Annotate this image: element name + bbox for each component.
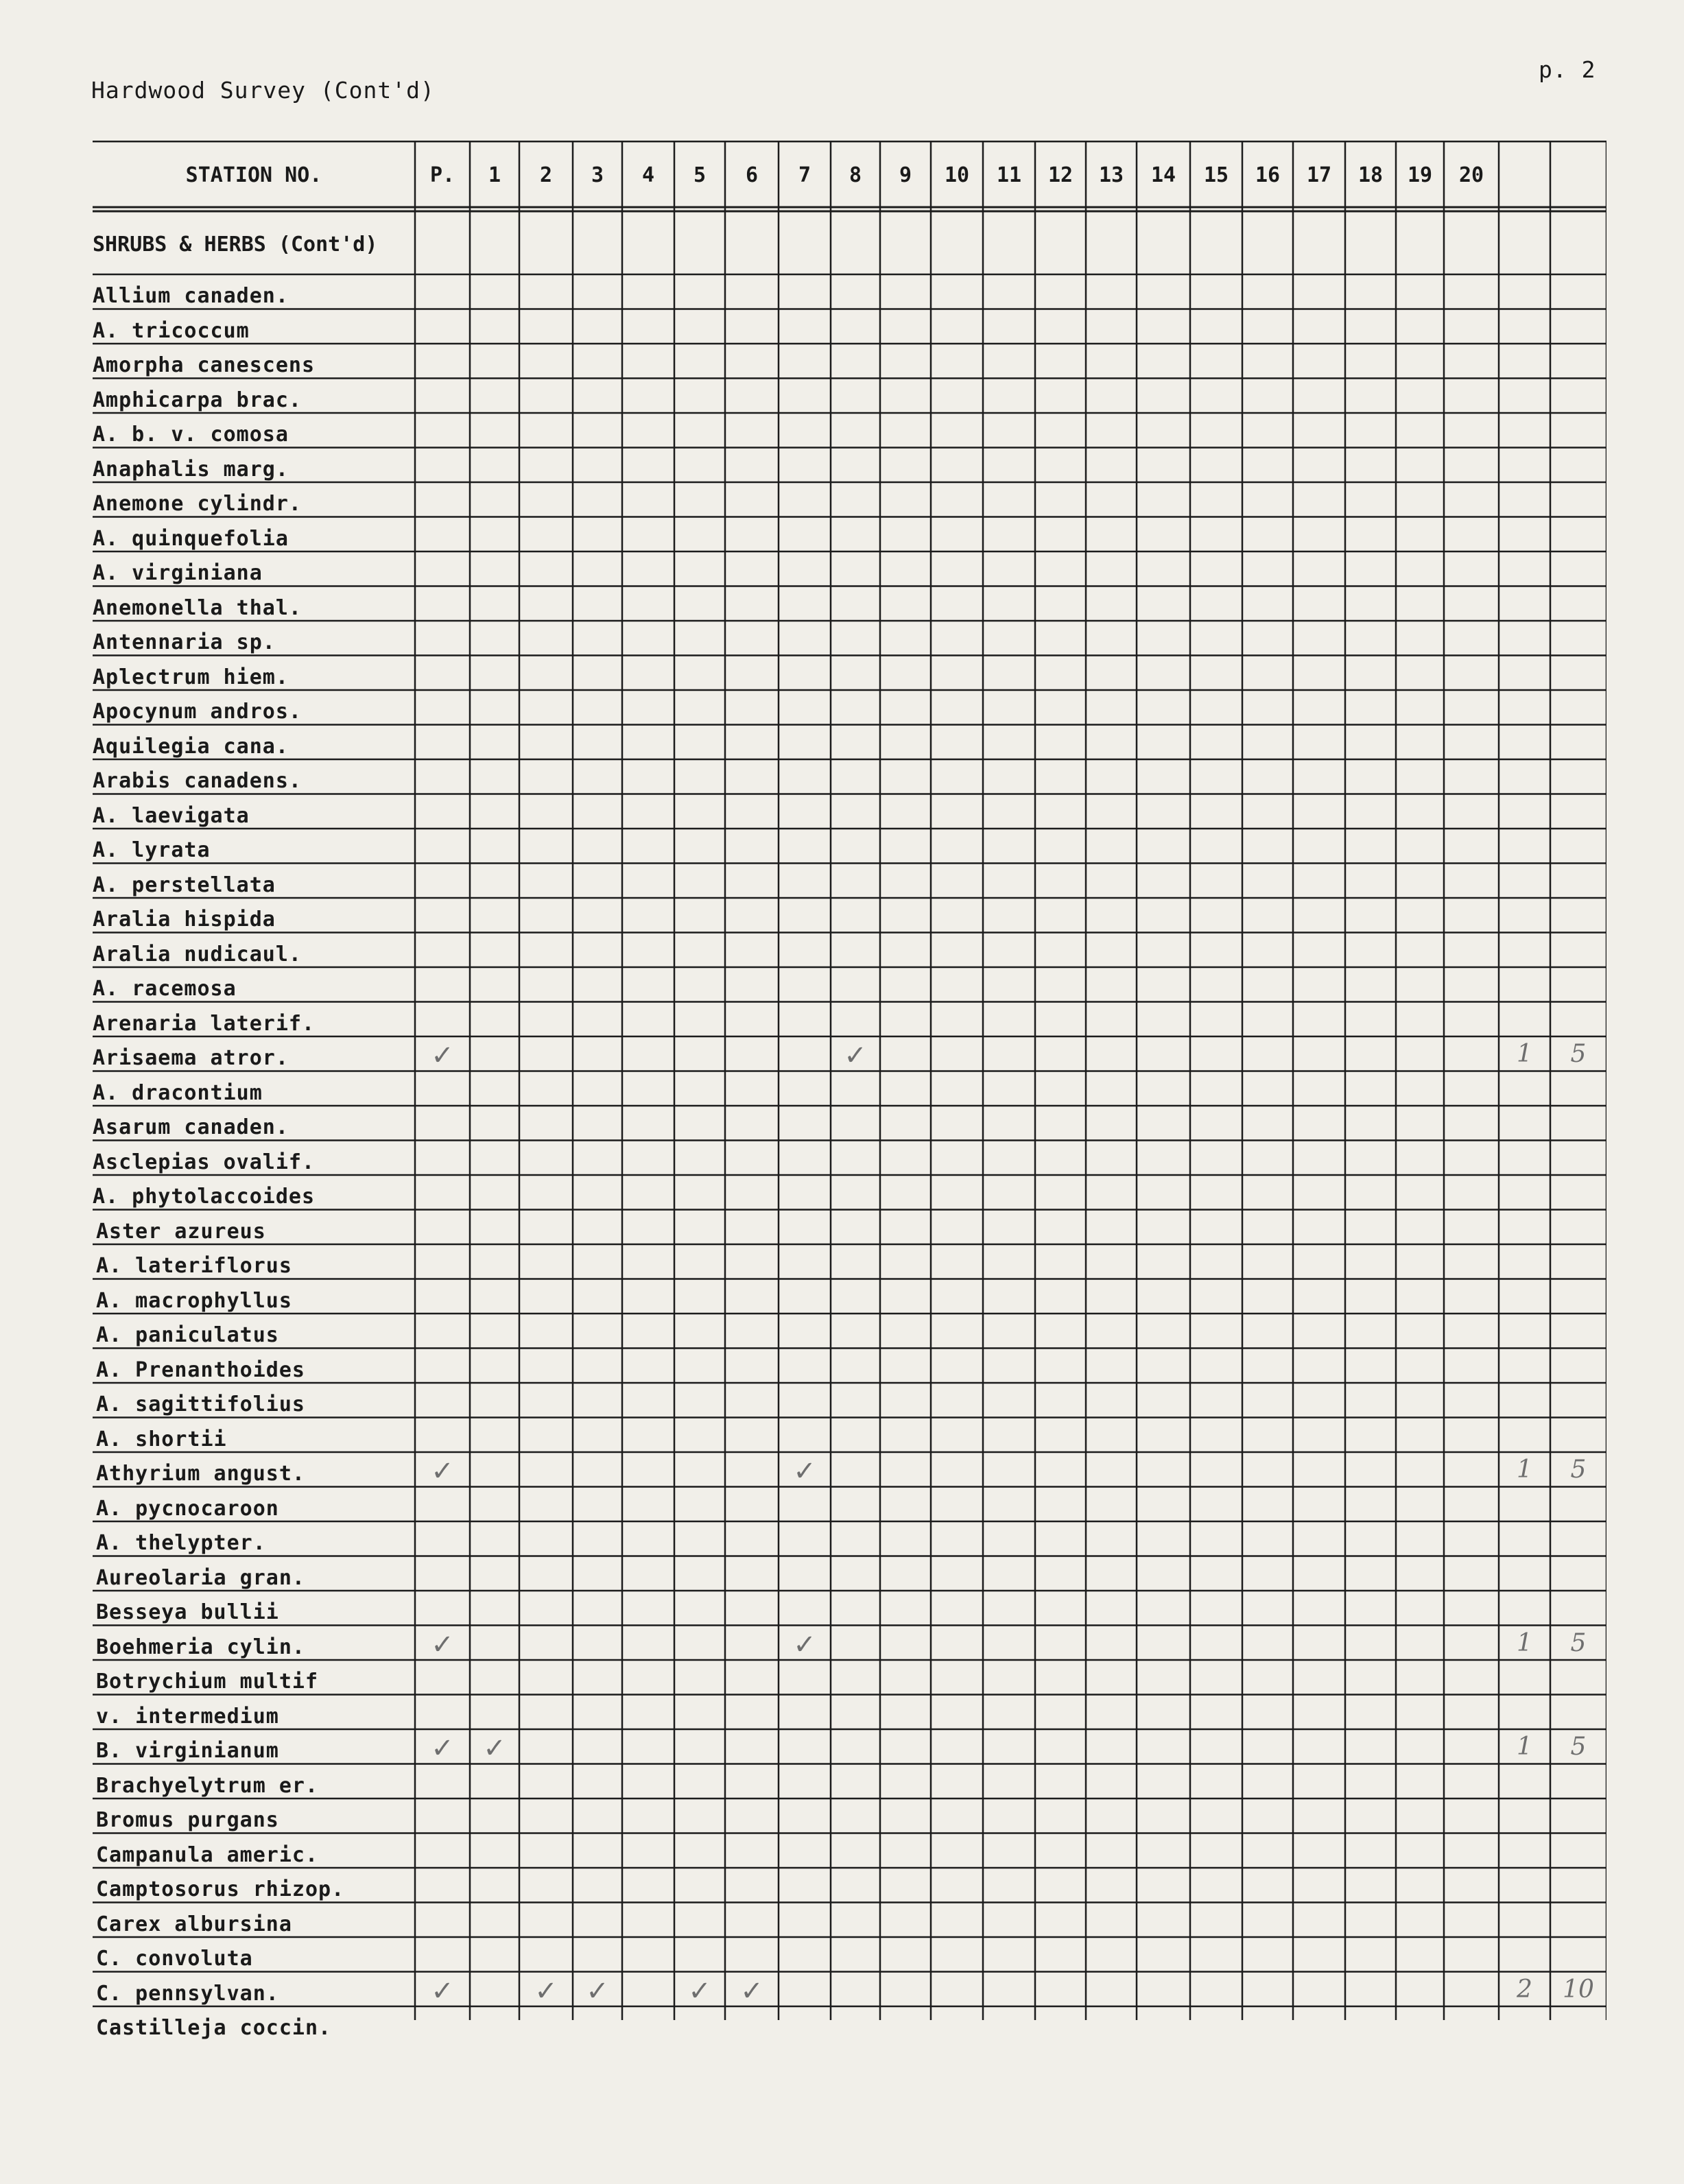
column-header-13: 13	[1098, 163, 1124, 187]
species-name: A. laevigata	[93, 803, 250, 828]
species-name: Aureolaria gran.	[96, 1565, 305, 1590]
column-header-P: P.	[429, 163, 455, 187]
tally-value: 1	[1517, 1733, 1532, 1761]
check-mark: ✓	[586, 1975, 609, 2007]
species-name: Asarum canaden.	[93, 1115, 289, 1139]
species-name: A. tricoccum	[93, 318, 250, 343]
species-name: A. thelypter.	[96, 1531, 266, 1555]
species-name: Castilleja coccin.	[96, 2016, 332, 2040]
species-name: Athyrium angust.	[96, 1462, 305, 1486]
species-name: A. paniculatus	[96, 1323, 279, 1347]
tally-value: 1	[1517, 1040, 1532, 1068]
check-mark: ✓	[431, 1628, 454, 1661]
column-header-15: 15	[1203, 163, 1229, 187]
species-name: Bromus purgans	[96, 1808, 279, 1832]
tally-value: 5	[1570, 1628, 1587, 1657]
tally-value: 1	[1517, 1628, 1532, 1657]
species-name: A. virginiana	[93, 561, 263, 585]
column-header-3: 3	[591, 163, 604, 187]
species-name: Boehmeria cylin.	[96, 1635, 305, 1659]
species-name: C. pennsylvan.	[96, 1981, 279, 2006]
species-name: v. intermedium	[96, 1704, 279, 1729]
column-header-17: 17	[1306, 163, 1332, 187]
column-header-20: 20	[1458, 163, 1484, 187]
station-no-header: STATION NO.	[185, 163, 322, 187]
species-name: A. shortii	[96, 1427, 227, 1451]
species-name: Anemonella thal.	[93, 595, 302, 620]
tally-value: 10	[1563, 1975, 1594, 2004]
species-name: Camptosorus rhizop.	[96, 1877, 345, 1901]
check-mark: ✓	[793, 1628, 816, 1661]
tally-value: 2	[1517, 1975, 1532, 2004]
species-name: A. lyrata	[93, 838, 211, 862]
species-name: C. convoluta	[96, 1947, 253, 1971]
column-header-16: 16	[1255, 163, 1281, 187]
species-name: A. sagittifolius	[96, 1392, 305, 1416]
column-header-6: 6	[745, 163, 759, 187]
species-name: B. virginianum	[96, 1739, 279, 1763]
species-name: Campanula americ.	[96, 1842, 319, 1867]
column-header-14: 14	[1150, 163, 1176, 187]
check-mark: ✓	[740, 1975, 763, 2007]
species-name: Anaphalis marg.	[93, 457, 289, 482]
survey-table	[93, 141, 1606, 2040]
species-name: Aplectrum hiem.	[93, 665, 289, 689]
species-name: Aster azureus	[96, 1219, 266, 1244]
check-mark: ✓	[688, 1975, 711, 2007]
species-name: Asclepias ovalif.	[93, 1150, 316, 1174]
tally-value: 5	[1570, 1456, 1587, 1484]
species-name: A. perstellata	[93, 873, 276, 897]
page-title: Hardwood Survey (Cont'd)	[91, 77, 435, 104]
species-name: A. racemosa	[93, 977, 237, 1001]
species-name: Brachyelytrum er.	[96, 1773, 319, 1798]
species-name: Aralia hispida	[93, 907, 276, 931]
species-name: Amphicarpa brac.	[93, 388, 302, 412]
page-number: p. 2	[1539, 56, 1596, 83]
column-header-1: 1	[488, 163, 501, 187]
species-name: A. lateriflorus	[96, 1254, 292, 1278]
species-name: A. Prenanthoides	[96, 1357, 305, 1382]
tally-value: 5	[1570, 1733, 1587, 1761]
check-mark: ✓	[534, 1975, 558, 2007]
species-name: A. quinquefolia	[93, 526, 289, 551]
check-mark: ✓	[431, 1975, 454, 2007]
column-header-18: 18	[1357, 163, 1384, 187]
species-name: A. pycnocaroon	[96, 1496, 279, 1521]
species-name: A. b. v. comosa	[93, 423, 289, 447]
column-header-5: 5	[693, 163, 707, 187]
species-name: Aralia nudicaul.	[93, 942, 302, 966]
species-name: Arisaema atror.	[93, 1046, 289, 1070]
check-mark: ✓	[431, 1456, 454, 1487]
species-name: Amorpha canescens	[93, 353, 316, 377]
column-header-12: 12	[1047, 163, 1074, 187]
check-mark: ✓	[431, 1733, 454, 1764]
tally-value: 1	[1517, 1456, 1532, 1484]
species-name: Anemone cylindr.	[93, 492, 302, 516]
species-name: Besseya bullii	[96, 1600, 279, 1624]
tally-value: 5	[1570, 1040, 1587, 1068]
check-mark: ✓	[844, 1040, 867, 1071]
species-name: A. macrophyllus	[96, 1288, 292, 1313]
species-name: Carex albursina	[96, 1912, 292, 1936]
species-name: A. dracontium	[93, 1080, 263, 1105]
species-name: Arenaria laterif.	[93, 1011, 316, 1036]
column-header-11: 11	[996, 163, 1022, 187]
check-mark: ✓	[793, 1456, 816, 1487]
column-header-8: 8	[849, 163, 862, 187]
species-name: A. phytolaccoides	[93, 1185, 316, 1209]
table-grid	[93, 141, 1606, 2020]
column-header-19: 19	[1407, 163, 1433, 187]
species-name: Apocynum andros.	[93, 700, 302, 724]
species-name: Allium canaden.	[93, 284, 289, 308]
species-name: Antennaria sp.	[93, 630, 276, 654]
check-mark: ✓	[483, 1733, 506, 1764]
section-label: SHRUBS & HERBS (Cont'd)	[93, 233, 378, 257]
column-header-4: 4	[641, 163, 655, 187]
column-header-7: 7	[798, 163, 811, 187]
species-name: Aquilegia cana.	[93, 734, 289, 759]
column-header-9: 9	[899, 163, 912, 187]
column-header-2: 2	[539, 163, 553, 187]
species-name: Botrychium multif	[96, 1670, 319, 1694]
check-mark: ✓	[431, 1040, 454, 1071]
column-header-10: 10	[944, 163, 970, 187]
species-name: Arabis canadens.	[93, 769, 302, 793]
